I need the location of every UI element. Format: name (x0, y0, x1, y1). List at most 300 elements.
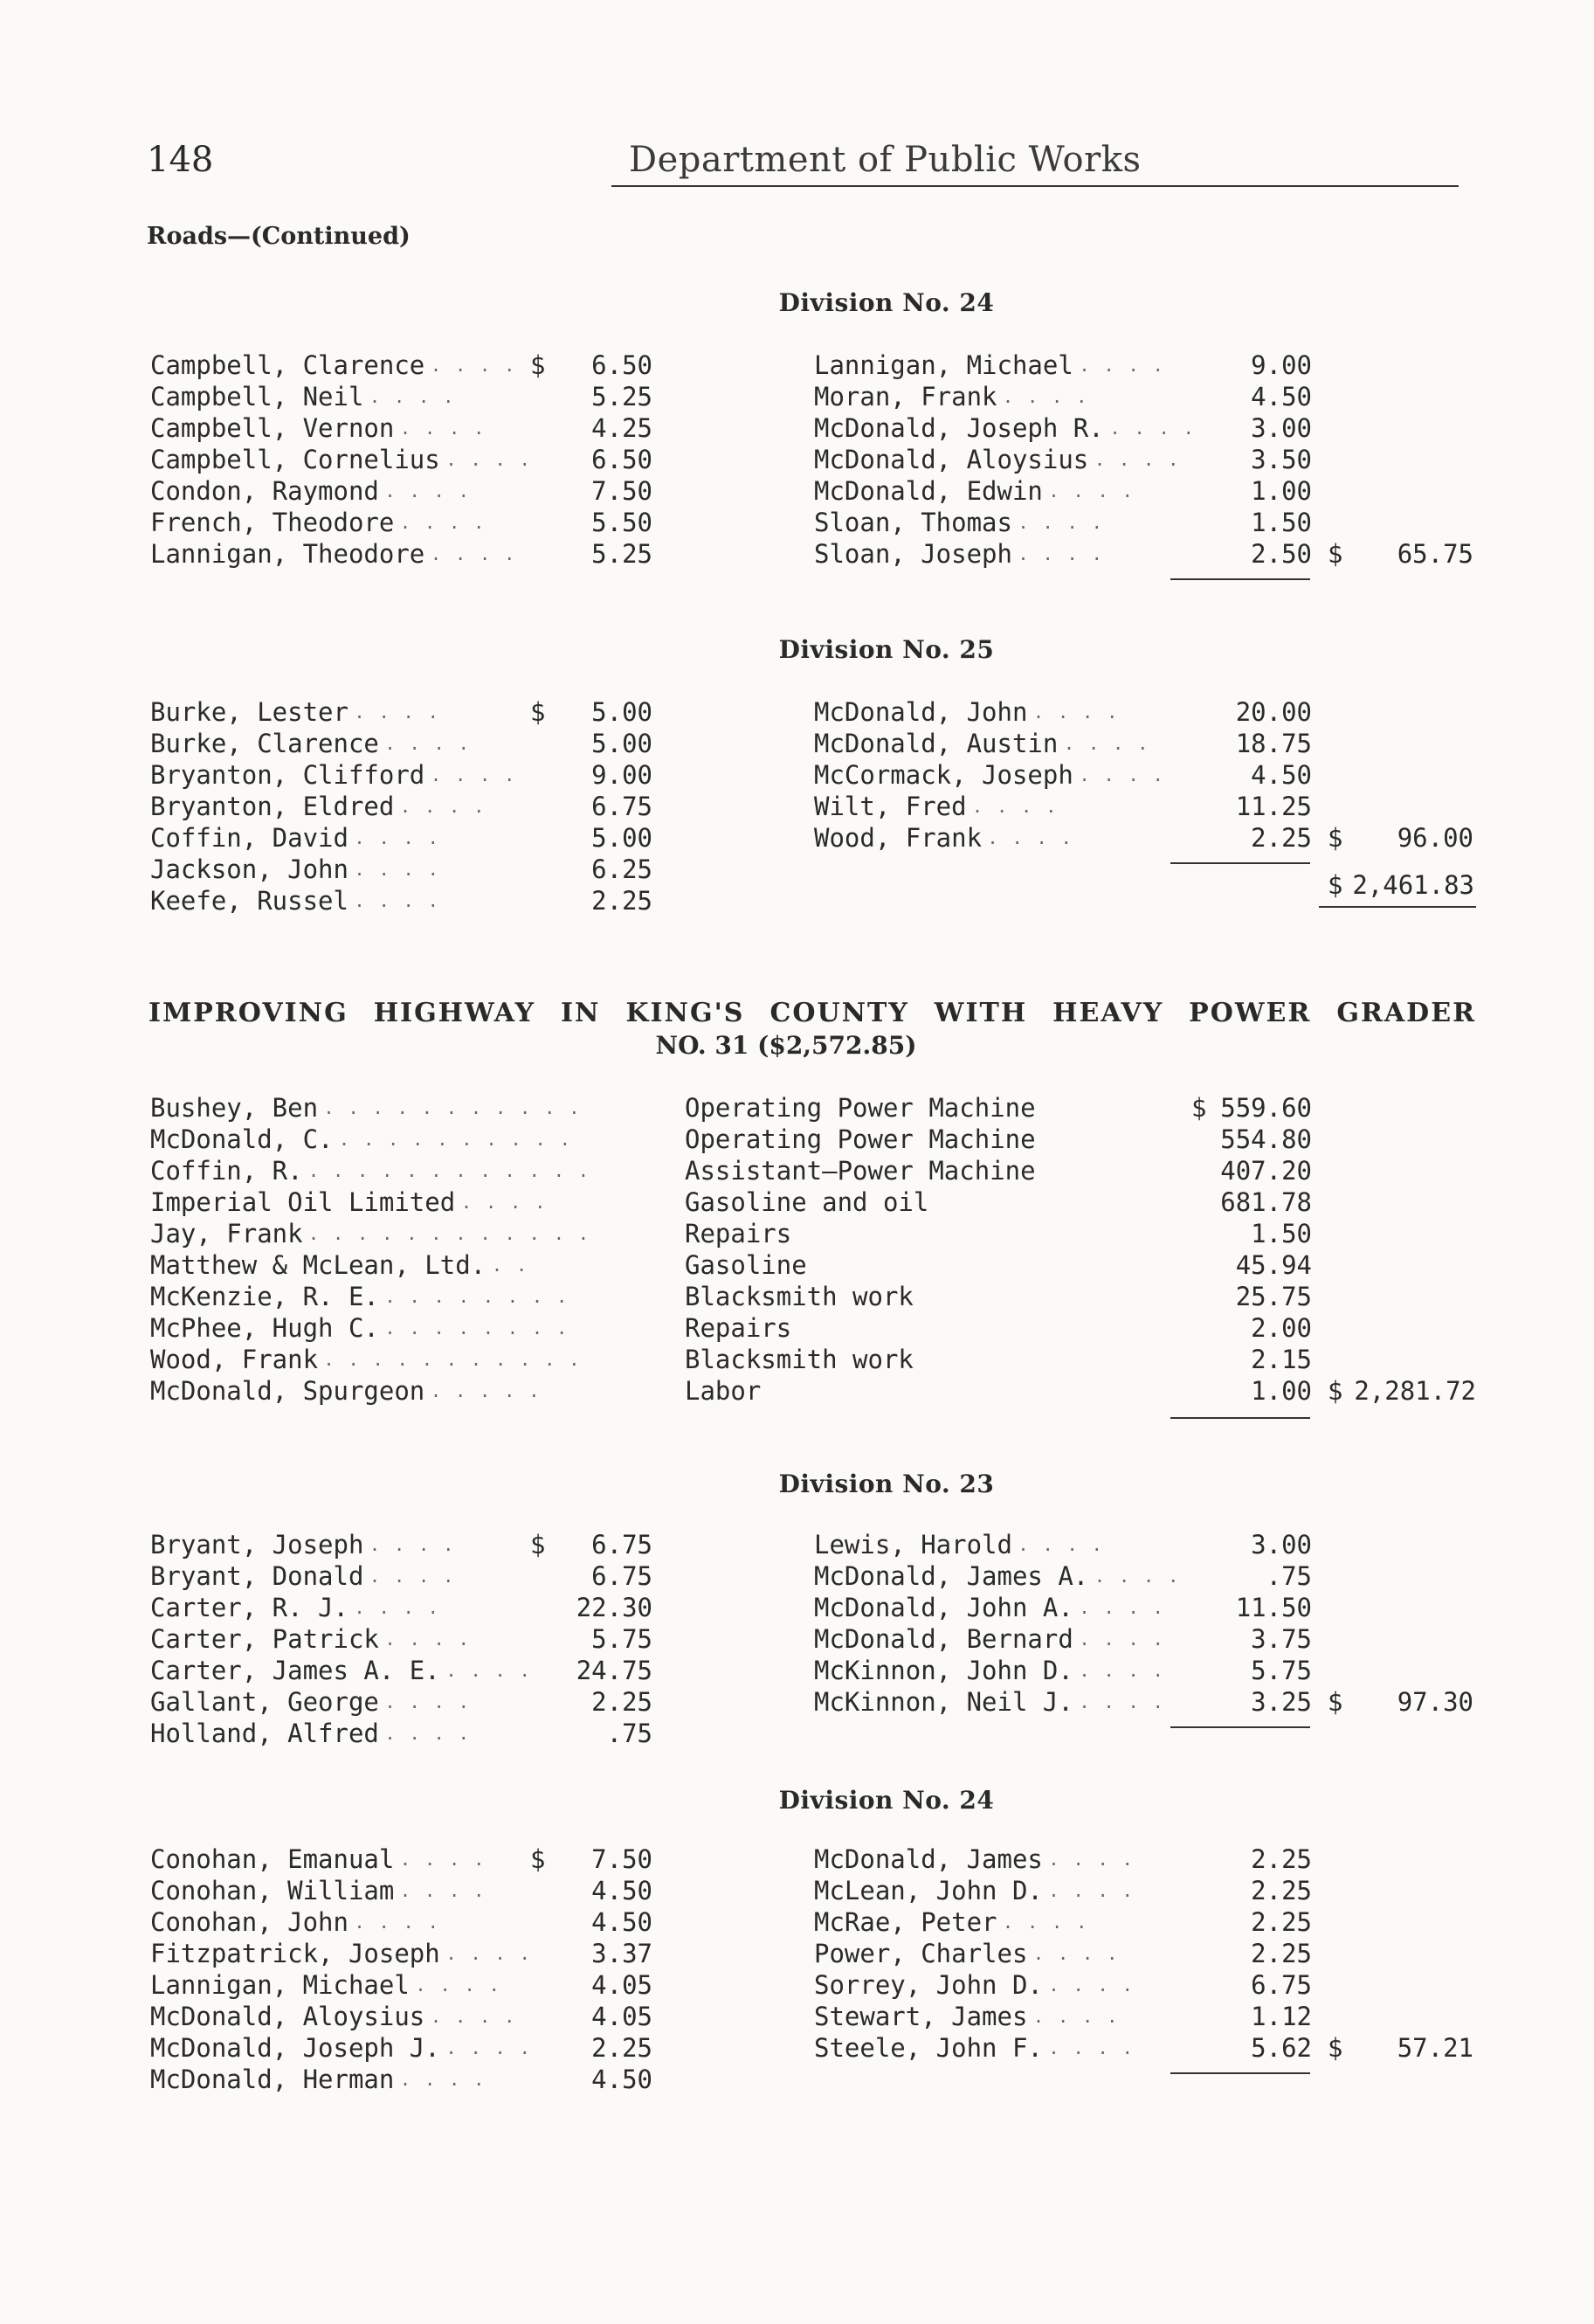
payee-name: Wood, Frank (150, 1345, 319, 1374)
leader-dots: . . . . (354, 827, 440, 848)
entry-amount: 9.00 (591, 760, 652, 790)
left-column-row (150, 2032, 674, 2064)
entry-amount: 6.75 (591, 1561, 652, 1591)
left-column-row (150, 1969, 674, 2001)
entry-name: McRae, Peter (814, 1907, 997, 1937)
leader-dots: . . . . (400, 512, 486, 533)
entry-amount: 24.75 (576, 1656, 652, 1685)
left-column-row (150, 1529, 674, 1560)
leader-dots: . . . . (1079, 1629, 1165, 1650)
payee-name: McDonald, C. (150, 1124, 334, 1154)
entry-amount: 5.00 (591, 823, 652, 853)
payee-name: Jay, Frank (150, 1219, 303, 1248)
entry-amount: 4.05 (591, 2002, 652, 2031)
right-column-row (814, 1843, 1478, 1875)
leader-dots: . . . . (461, 1192, 548, 1213)
entry-name: Sloan, Thomas (814, 508, 1012, 537)
section-total-rule (1170, 1417, 1310, 1419)
payment-amount: 559.60 (1220, 1093, 1312, 1123)
entry-name: Lannigan, Theodore (150, 539, 425, 569)
payment-amount: 2.15 (1251, 1345, 1312, 1374)
entry-name: McDonald, John (814, 697, 1028, 727)
leader-dots: . . . . (445, 1943, 532, 1964)
leader-dots: . . . . (1048, 1975, 1135, 1995)
entry-amount: 3.25 (1251, 1687, 1312, 1717)
highway-row (150, 1312, 1478, 1344)
payment-description: Assistant—Power Machine (685, 1156, 1036, 1186)
leader-dots: . . (492, 1255, 529, 1276)
left-column-row (150, 2001, 674, 2032)
leader-dots: . . . . (972, 796, 1059, 817)
leader-dots: . . . . (384, 1691, 471, 1712)
payment-description: Operating Power Machine (685, 1093, 1036, 1123)
leader-dots: . . . . (1094, 449, 1181, 470)
payment-amount: 2.00 (1251, 1313, 1312, 1343)
entry-amount: 5.25 (591, 382, 652, 412)
grand-total-rule (1319, 906, 1476, 908)
entry-amount: 3.75 (1251, 1624, 1312, 1654)
entry-name: McDonald, James A. (814, 1561, 1089, 1591)
entry-amount: 2.25 (1251, 1939, 1312, 1968)
entry-name: Fitzpatrick, Joseph (150, 1939, 440, 1968)
right-column-row (814, 1875, 1478, 1906)
dollar-sign: $ (530, 1844, 546, 1874)
leader-dots: . . . . (1033, 702, 1120, 723)
highway-section-subtitle: NO. 31 ($2,572.85) (655, 1031, 917, 1060)
right-column-row (814, 538, 1478, 570)
section-continued-label: Roads—(Continued) (147, 223, 411, 250)
entry-amount: 4.05 (591, 1970, 652, 2000)
highway-row (150, 1281, 1478, 1312)
left-column-row (150, 1938, 674, 1969)
leader-dots: . . . . (400, 1849, 486, 1870)
left-column-row (150, 759, 674, 791)
entry-amount: 6.50 (591, 445, 652, 474)
entry-amount: 2.25 (591, 2033, 652, 2063)
leader-dots: . . . . (400, 418, 486, 439)
left-column-row (150, 1655, 674, 1686)
payment-amount: 25.75 (1235, 1282, 1312, 1311)
entry-amount: 1.12 (1251, 2002, 1312, 2031)
dollar-sign: $ (530, 1530, 546, 1560)
right-column-row (814, 1938, 1478, 1969)
entry-amount: 6.50 (591, 350, 652, 380)
entry-name: Bryanton, Clifford (150, 760, 425, 790)
leader-dots: . . . . (384, 733, 471, 754)
entry-name: Condon, Raymond (150, 476, 379, 506)
entry-amount: 4.50 (591, 2065, 652, 2094)
entry-name: Stewart, James (814, 2002, 1028, 2031)
entry-name: McDonald, Joseph R. (814, 413, 1104, 443)
dollar-sign: $ (1328, 870, 1343, 900)
entry-amount: 5.75 (1251, 1656, 1312, 1685)
entry-name: Conohan, John (150, 1907, 348, 1937)
entry-name: Campbell, Vernon (150, 413, 395, 443)
right-column-row (814, 412, 1478, 444)
entry-name: Gallant, George (150, 1687, 379, 1717)
left-column-row (150, 538, 674, 570)
entry-amount: .75 (1266, 1561, 1312, 1591)
entry-amount: 18.75 (1235, 729, 1312, 758)
entry-amount: 9.00 (1251, 350, 1312, 380)
entry-name: Campbell, Cornelius (150, 445, 440, 474)
leader-dots: . . . . (400, 796, 486, 817)
highway-row (150, 1249, 1478, 1281)
highway-row (150, 1375, 1478, 1407)
leader-dots: . . . . . . . . . . . (323, 1349, 582, 1370)
division-total: 65.75 (1397, 539, 1473, 569)
entry-name: Carter, James A. E. (150, 1656, 440, 1685)
leader-dots: . . . . (369, 1566, 456, 1587)
left-column-row (150, 822, 674, 854)
payee-name: McPhee, Hugh C. (150, 1313, 379, 1343)
grand-total: 2,461.83 (1352, 870, 1474, 900)
left-column-row (150, 1560, 674, 1592)
entry-amount: .75 (606, 1719, 652, 1748)
division-total: 96.00 (1397, 823, 1473, 853)
leader-dots: . . . . (354, 890, 440, 911)
dollar-sign: $ (530, 697, 546, 727)
entry-amount: 4.50 (591, 1876, 652, 1906)
entry-name: McLean, John D. (814, 1876, 1043, 1906)
right-column-row (814, 728, 1478, 759)
highway-row (150, 1186, 1478, 1218)
entry-amount: 5.25 (591, 539, 652, 569)
header-rule (611, 185, 1459, 187)
right-column-row (814, 1623, 1478, 1655)
leader-dots: . . . . (1079, 355, 1165, 376)
leader-dots: . . . . . . . . . . . . (308, 1223, 590, 1244)
entry-amount: 4.50 (1251, 382, 1312, 412)
right-column-row (814, 1906, 1478, 1938)
dollar-sign: $ (1328, 2033, 1343, 2063)
section-total: 2,281.72 (1354, 1376, 1476, 1406)
subtotal-rule (1170, 578, 1310, 580)
left-column-row (150, 1843, 674, 1875)
left-column-row (150, 728, 674, 759)
page-number: 148 (147, 140, 214, 180)
leader-dots: . . . . (400, 1880, 486, 1901)
payment-amount: 1.50 (1251, 1219, 1312, 1248)
entry-name: Wood, Frank (814, 823, 983, 853)
entry-amount: 6.75 (591, 1530, 652, 1560)
entry-name: Power, Charles (814, 1939, 1028, 1968)
division-total: 57.21 (1397, 2033, 1473, 2063)
entry-amount: 5.00 (591, 697, 652, 727)
leader-dots: . . . . (431, 2006, 517, 2027)
left-column-row (150, 1623, 674, 1655)
right-column-row (814, 1686, 1478, 1718)
right-column-row (814, 2032, 1478, 2064)
leader-dots: . . . . (1079, 1597, 1165, 1618)
leader-dots: . . . . (445, 1660, 532, 1681)
right-column-row (814, 381, 1478, 412)
payment-description: Labor (685, 1376, 762, 1406)
payment-description: Blacksmith work (685, 1345, 914, 1374)
entry-name: Moran, Frank (814, 382, 997, 412)
right-column-row (814, 1969, 1478, 2001)
entry-name: Steele, John F. (814, 2033, 1043, 2063)
payment-description: Repairs (685, 1219, 792, 1248)
payment-description: Blacksmith work (685, 1282, 914, 1311)
subtotal-rule (1170, 1726, 1310, 1728)
leader-dots: . . . . (384, 1723, 471, 1744)
highway-section-title: IMPROVING HIGHWAY IN KING'S COUNTY WITH HEAVY POWER GRADER (148, 998, 1476, 1028)
entry-name: McDonald, Aloysius (814, 445, 1089, 474)
right-column-row (814, 349, 1478, 381)
division-heading: Division No. 23 (778, 1470, 995, 1498)
payee-name: McDonald, Spurgeon (150, 1376, 425, 1406)
entry-name: Coffin, David (150, 823, 348, 853)
entry-amount: 2.25 (1251, 1876, 1312, 1906)
leader-dots: . . . . (1018, 543, 1104, 564)
leader-dots: . . . . (445, 2037, 532, 2058)
entry-name: McDonald, Joseph J. (150, 2033, 440, 2063)
entry-name: Lewis, Harold (814, 1530, 1012, 1560)
leader-dots: . . . . (1003, 1912, 1089, 1933)
leader-dots: . . . . . . . . (384, 1286, 569, 1307)
right-column-row (814, 1529, 1478, 1560)
left-column-row (150, 1718, 674, 1749)
entry-name: Wilt, Fred (814, 792, 967, 821)
entry-amount: 2.25 (1251, 823, 1312, 853)
leader-dots: . . . . (354, 1597, 440, 1618)
entry-amount: 6.75 (591, 792, 652, 821)
right-column-row (814, 822, 1478, 854)
left-column-row (150, 1592, 674, 1623)
entry-name: Conohan, William (150, 1876, 395, 1906)
leader-dots: . . . . (1109, 418, 1196, 439)
right-column-row (814, 2001, 1478, 2032)
entry-name: McKinnon, John D. (814, 1656, 1073, 1685)
entry-amount: 6.75 (1251, 1970, 1312, 2000)
leader-dots: . . . . (354, 859, 440, 880)
leader-dots: . . . . (445, 449, 532, 470)
entry-amount: 2.50 (1251, 539, 1312, 569)
right-column-row (814, 1592, 1478, 1623)
left-column-row (150, 696, 674, 728)
leader-dots: . . . . (1048, 2037, 1135, 2058)
entry-amount: 3.37 (591, 1939, 652, 1968)
entry-amount: 2.25 (1251, 1907, 1312, 1937)
entry-amount: 4.25 (591, 413, 652, 443)
payment-amount: 407.20 (1220, 1156, 1312, 1186)
entry-amount: 2.25 (591, 1687, 652, 1717)
leader-dots: . . . . . . . . . . . . (308, 1160, 590, 1181)
division-heading: Division No. 24 (778, 1786, 995, 1815)
leader-dots: . . . . (1079, 764, 1165, 785)
right-column-row (814, 475, 1478, 507)
leader-dots: . . . . (1048, 481, 1135, 501)
entry-amount: 2.25 (591, 886, 652, 916)
entry-name: Burke, Lester (150, 697, 348, 727)
entry-name: Keefe, Russel (150, 886, 348, 916)
payment-description: Operating Power Machine (685, 1124, 1036, 1154)
entry-amount: 1.50 (1251, 508, 1312, 537)
highway-row (150, 1344, 1478, 1375)
dollar-sign: $ (1328, 1376, 1343, 1406)
right-column-row (814, 759, 1478, 791)
leader-dots: . . . . (1018, 512, 1104, 533)
payment-description: Repairs (685, 1313, 792, 1343)
left-column-row (150, 1906, 674, 1938)
left-column-row (150, 791, 674, 822)
entry-name: Holland, Alfred (150, 1719, 379, 1748)
dollar-sign: $ (1191, 1093, 1207, 1123)
division-heading: Division No. 24 (778, 288, 995, 317)
entry-amount: 4.50 (1251, 760, 1312, 790)
entry-amount: 11.25 (1235, 792, 1312, 821)
right-column-row (814, 791, 1478, 822)
payment-amount: 554.80 (1220, 1124, 1312, 1154)
leader-dots: . . . . (1079, 1691, 1165, 1712)
leader-dots: . . . . . . . . . . (339, 1129, 572, 1150)
leader-dots: . . . . (369, 386, 456, 407)
leader-dots: . . . . (431, 543, 517, 564)
leader-dots: . . . . (354, 1912, 440, 1933)
entry-amount: 11.50 (1235, 1593, 1312, 1622)
entry-name: McDonald, Aloysius (150, 2002, 425, 2031)
leader-dots: . . . . (1094, 1566, 1181, 1587)
highway-row (150, 1124, 1478, 1155)
entry-amount: 3.50 (1251, 445, 1312, 474)
leader-dots: . . . . (384, 1629, 471, 1650)
leader-dots: . . . . (987, 827, 1073, 848)
entry-name: Conohan, Emanual (150, 1844, 395, 1874)
entry-amount: 1.00 (1251, 476, 1312, 506)
left-column-row (150, 412, 674, 444)
highway-row (150, 1092, 1478, 1124)
payment-description: Gasoline and oil (685, 1187, 929, 1217)
entry-amount: 3.00 (1251, 413, 1312, 443)
payee-name: Imperial Oil Limited (150, 1187, 456, 1217)
entry-amount: 5.75 (591, 1624, 652, 1654)
entry-name: Campbell, Neil (150, 382, 364, 412)
entry-name: McDonald, Bernard (814, 1624, 1073, 1654)
entry-name: Sloan, Joseph (814, 539, 1012, 569)
entry-amount: 7.50 (591, 1844, 652, 1874)
right-column-row (814, 507, 1478, 538)
entry-name: Campbell, Clarence (150, 350, 425, 380)
left-column-row (150, 2064, 674, 2095)
right-column-row (814, 1655, 1478, 1686)
right-column-row (814, 444, 1478, 475)
entry-amount: 3.00 (1251, 1530, 1312, 1560)
payment-description: Gasoline (685, 1250, 807, 1280)
entry-name: Lannigan, Michael (150, 1970, 410, 2000)
dollar-sign: $ (1328, 1687, 1343, 1717)
dollar-sign: $ (1328, 823, 1343, 853)
leader-dots: . . . . . (431, 1380, 542, 1401)
leader-dots: . . . . (1018, 1534, 1104, 1555)
payment-amount: 45.94 (1235, 1250, 1312, 1280)
entry-amount: 4.50 (591, 1907, 652, 1937)
highway-row (150, 1155, 1478, 1186)
entry-name: McDonald, Austin (814, 729, 1059, 758)
entry-name: Burke, Clarence (150, 729, 379, 758)
left-column-row (150, 349, 674, 381)
leader-dots: . . . . (1033, 1943, 1120, 1964)
left-column-row (150, 444, 674, 475)
entry-name: McKinnon, Neil J. (814, 1687, 1073, 1717)
entry-name: French, Theodore (150, 508, 395, 537)
entry-amount: 5.00 (591, 729, 652, 758)
entry-amount: 22.30 (576, 1593, 652, 1622)
entry-amount: 5.50 (591, 508, 652, 537)
right-column-row (814, 1560, 1478, 1592)
dollar-sign: $ (530, 350, 546, 380)
leader-dots: . . . . (400, 2069, 486, 2090)
entry-name: McDonald, Edwin (814, 476, 1043, 506)
entry-name: Bryanton, Eldred (150, 792, 395, 821)
leader-dots: . . . . . . . . . . . (323, 1097, 582, 1118)
entry-name: Sorrey, John D. (814, 1970, 1043, 2000)
entry-name: Bryant, Donald (150, 1561, 364, 1591)
subtotal-rule (1170, 2072, 1310, 2074)
leader-dots: . . . . (1064, 733, 1150, 754)
entry-name: McDonald, John A. (814, 1593, 1073, 1622)
entry-name: McCormack, Joseph (814, 760, 1073, 790)
left-column-row (150, 1875, 674, 1906)
leader-dots: . . . . (1048, 1880, 1135, 1901)
entry-amount: 5.62 (1251, 2033, 1312, 2063)
payment-amount: 1.00 (1251, 1376, 1312, 1406)
entry-amount: 6.25 (591, 854, 652, 884)
highway-row (150, 1218, 1478, 1249)
payee-name: Bushey, Ben (150, 1093, 319, 1123)
left-column-row (150, 475, 674, 507)
leader-dots: . . . . (431, 764, 517, 785)
leader-dots: . . . . (415, 1975, 501, 1995)
leader-dots: . . . . . . . . (384, 1318, 569, 1338)
running-head: Department of Public Works (629, 140, 1142, 180)
leader-dots: . . . . (1079, 1660, 1165, 1681)
division-heading: Division No. 25 (778, 635, 995, 664)
payee-name: Coffin, R. (150, 1156, 303, 1186)
leader-dots: . . . . (354, 702, 440, 723)
grand-total-row (1310, 869, 1476, 901)
left-column-row (150, 854, 674, 885)
entry-amount: 20.00 (1235, 697, 1312, 727)
payee-name: McKenzie, R. E. (150, 1282, 379, 1311)
subtotal-rule (1170, 862, 1310, 864)
leader-dots: . . . . (1048, 1849, 1135, 1870)
entry-name: Carter, R. J. (150, 1593, 348, 1622)
entry-amount: 7.50 (591, 476, 652, 506)
left-column-row (150, 507, 674, 538)
entry-name: Carter, Patrick (150, 1624, 379, 1654)
entry-name: Jackson, John (150, 854, 348, 884)
entry-name: McDonald, Herman (150, 2065, 395, 2094)
entry-name: Lannigan, Michael (814, 350, 1073, 380)
leader-dots: . . . . (431, 355, 517, 376)
leader-dots: . . . . (1033, 2006, 1120, 2027)
right-column-row (814, 696, 1478, 728)
leader-dots: . . . . (369, 1534, 456, 1555)
payee-name: Matthew & McLean, Ltd. (150, 1250, 486, 1280)
entry-name: Bryant, Joseph (150, 1530, 364, 1560)
leader-dots: . . . . (384, 481, 471, 501)
left-column-row (150, 885, 674, 916)
entry-name: McDonald, James (814, 1844, 1043, 1874)
payment-amount: 681.78 (1220, 1187, 1312, 1217)
division-total: 97.30 (1397, 1687, 1473, 1717)
entry-amount: 2.25 (1251, 1844, 1312, 1874)
dollar-sign: $ (1328, 539, 1343, 569)
left-column-row (150, 1686, 674, 1718)
leader-dots: . . . . (1003, 386, 1089, 407)
left-column-row (150, 381, 674, 412)
